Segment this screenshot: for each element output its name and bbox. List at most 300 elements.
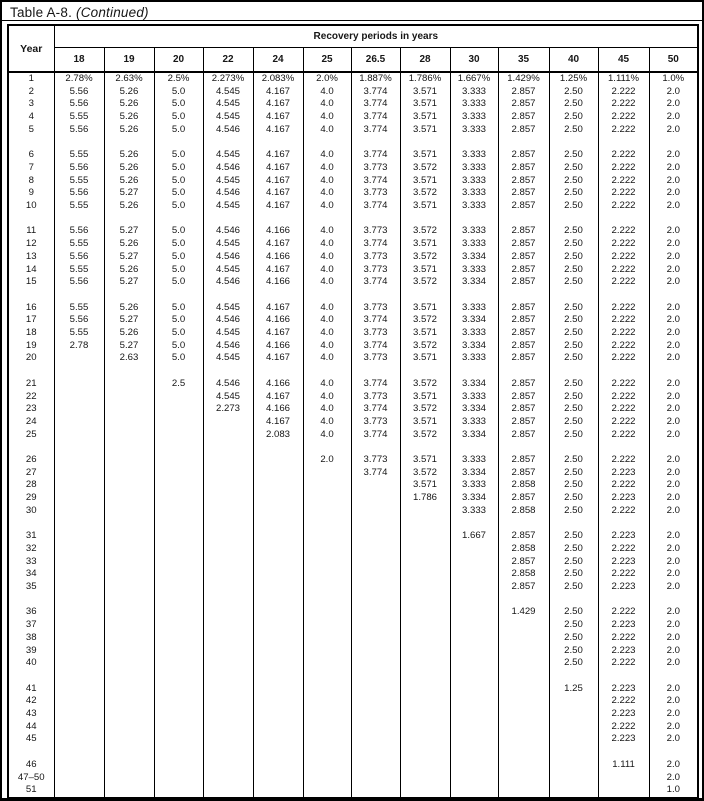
value-cell: 2.50: [549, 657, 598, 670]
value-cell: 2.0: [649, 606, 698, 619]
value-cell: 2.222: [598, 124, 649, 137]
value-cell: 3.774: [351, 467, 400, 480]
gap-cell: [54, 518, 104, 531]
value-cell: [450, 695, 498, 708]
table-row: [8, 772, 698, 785]
year-cell: 28: [8, 479, 54, 492]
value-cell: 2.857: [498, 556, 549, 569]
value-cell: [154, 759, 203, 772]
value-cell: 1.429: [498, 606, 549, 619]
column-header: 30: [450, 48, 498, 73]
value-cell: [253, 619, 303, 632]
value-cell: [203, 772, 253, 785]
value-cell: 2.222: [598, 314, 649, 327]
gap-cell: [253, 365, 303, 378]
value-cell: 4.166: [253, 251, 303, 264]
value-cell: 4.546: [203, 162, 253, 175]
table-row: [8, 759, 698, 772]
value-cell: 2.78: [54, 340, 104, 353]
value-cell: [450, 543, 498, 556]
gap-cell: [303, 518, 351, 531]
gap-cell: [351, 670, 400, 683]
value-cell: 2.0: [649, 568, 698, 581]
value-cell: 5.0: [154, 200, 203, 213]
year-cell: 33: [8, 556, 54, 569]
value-cell: 1.786%: [400, 72, 450, 86]
year-cell: 16: [8, 302, 54, 315]
gap-cell: [54, 670, 104, 683]
value-cell: [303, 556, 351, 569]
value-cell: 2.5: [154, 378, 203, 391]
value-cell: 2.0: [649, 264, 698, 277]
gap-cell: [549, 289, 598, 302]
value-cell: 3.571: [400, 302, 450, 315]
table-row: [8, 187, 698, 200]
value-cell: 2.223: [598, 733, 649, 746]
value-cell: 5.26: [104, 162, 154, 175]
gap-cell: [450, 594, 498, 607]
value-cell: [154, 429, 203, 442]
value-cell: [253, 759, 303, 772]
value-cell: 3.773: [351, 352, 400, 365]
value-cell: 3.333: [450, 391, 498, 404]
value-cell: 4.0: [303, 200, 351, 213]
value-cell: 3.774: [351, 429, 400, 442]
value-cell: [54, 352, 104, 365]
gap-cell: [498, 441, 549, 454]
value-cell: 4.166: [253, 314, 303, 327]
value-cell: [253, 505, 303, 518]
year-cell: 22: [8, 391, 54, 404]
value-cell: 3.571: [400, 200, 450, 213]
value-cell: [104, 568, 154, 581]
value-cell: 5.26: [104, 98, 154, 111]
value-cell: [253, 454, 303, 467]
table-row: [8, 86, 698, 99]
value-cell: 3.333: [450, 352, 498, 365]
gap-cell: [203, 213, 253, 226]
table-row: [8, 314, 698, 327]
value-cell: 3.571: [400, 238, 450, 251]
value-cell: [104, 784, 154, 798]
value-cell: [400, 772, 450, 785]
value-cell: [203, 543, 253, 556]
value-cell: [400, 733, 450, 746]
value-cell: 2.50: [549, 149, 598, 162]
table-row: [8, 149, 698, 162]
value-cell: 2.0: [649, 492, 698, 505]
value-cell: 3.571: [400, 327, 450, 340]
value-cell: 2.50: [549, 391, 598, 404]
value-cell: [54, 391, 104, 404]
value-cell: 5.26: [104, 86, 154, 99]
gap-cell: [400, 289, 450, 302]
value-cell: [450, 632, 498, 645]
value-cell: 5.27: [104, 276, 154, 289]
table-row: [8, 721, 698, 734]
value-cell: 5.26: [104, 149, 154, 162]
value-cell: [203, 759, 253, 772]
value-cell: 2.50: [549, 162, 598, 175]
value-cell: 2.63: [104, 352, 154, 365]
value-cell: 5.0: [154, 264, 203, 277]
value-cell: 4.545: [203, 111, 253, 124]
value-cell: [104, 492, 154, 505]
gap-cell: [400, 746, 450, 759]
value-cell: 4.0: [303, 149, 351, 162]
value-cell: [450, 606, 498, 619]
value-cell: [154, 505, 203, 518]
value-cell: 5.55: [54, 200, 104, 213]
value-cell: 1.0: [649, 784, 698, 798]
value-cell: 3.773: [351, 225, 400, 238]
table-row: [8, 683, 698, 696]
gap-cell: [400, 441, 450, 454]
gap-cell: [450, 518, 498, 531]
gap-cell: [303, 670, 351, 683]
value-cell: 2.50: [549, 302, 598, 315]
value-cell: 2.222: [598, 238, 649, 251]
gap-cell: [598, 518, 649, 531]
value-cell: [154, 467, 203, 480]
value-cell: [400, 530, 450, 543]
table-row: [8, 162, 698, 175]
value-cell: 2.857: [498, 200, 549, 213]
value-cell: [400, 581, 450, 594]
value-cell: [54, 479, 104, 492]
value-cell: [203, 556, 253, 569]
value-cell: [498, 708, 549, 721]
value-cell: 2.5%: [154, 72, 203, 86]
table-row: [8, 492, 698, 505]
value-cell: [498, 784, 549, 798]
value-cell: [498, 733, 549, 746]
value-cell: 3.333: [450, 479, 498, 492]
value-cell: 3.333: [450, 225, 498, 238]
value-cell: 4.0: [303, 251, 351, 264]
value-cell: 3.572: [400, 251, 450, 264]
value-cell: 2.0: [649, 632, 698, 645]
gap-cell: [498, 213, 549, 226]
value-cell: [203, 467, 253, 480]
value-cell: 3.571: [400, 479, 450, 492]
table-row: [8, 416, 698, 429]
value-cell: 2.0: [649, 733, 698, 746]
value-cell: [104, 581, 154, 594]
value-cell: 3.571: [400, 86, 450, 99]
value-cell: 4.546: [203, 251, 253, 264]
value-cell: 5.0: [154, 98, 203, 111]
value-cell: 4.0: [303, 314, 351, 327]
year-cell: 10: [8, 200, 54, 213]
recovery-periods-header: Recovery periods in years: [54, 25, 698, 48]
value-cell: 2.857: [498, 378, 549, 391]
value-cell: 4.0: [303, 98, 351, 111]
gap-cell: [253, 518, 303, 531]
table-row: [8, 619, 698, 632]
gap-cell: [303, 365, 351, 378]
value-cell: 2.50: [549, 352, 598, 365]
value-cell: 2.50: [549, 378, 598, 391]
value-cell: [154, 632, 203, 645]
value-cell: 5.0: [154, 86, 203, 99]
value-cell: 2.222: [598, 606, 649, 619]
value-cell: 2.223: [598, 708, 649, 721]
value-cell: [400, 568, 450, 581]
value-cell: 3.572: [400, 314, 450, 327]
value-cell: 2.0: [649, 251, 698, 264]
value-cell: 4.167: [253, 162, 303, 175]
table-row: [8, 784, 698, 798]
value-cell: 4.0: [303, 111, 351, 124]
depreciation-table: [7, 24, 699, 799]
value-cell: 3.773: [351, 416, 400, 429]
value-cell: 2.0%: [303, 72, 351, 86]
gap-cell: [598, 594, 649, 607]
value-cell: [54, 721, 104, 734]
value-cell: 3.571: [400, 416, 450, 429]
value-cell: [154, 454, 203, 467]
value-cell: 3.773: [351, 454, 400, 467]
value-cell: 2.222: [598, 264, 649, 277]
column-header: 20: [154, 48, 203, 73]
gap-cell: [253, 441, 303, 454]
value-cell: 5.27: [104, 314, 154, 327]
value-cell: [104, 645, 154, 658]
gap-cell: [649, 746, 698, 759]
value-cell: 2.50: [549, 556, 598, 569]
gap-cell: [498, 137, 549, 150]
value-cell: 5.0: [154, 124, 203, 137]
value-cell: 3.334: [450, 340, 498, 353]
value-cell: 2.222: [598, 225, 649, 238]
table-row: [8, 505, 698, 518]
value-cell: [154, 683, 203, 696]
value-cell: 5.0: [154, 162, 203, 175]
value-cell: [450, 733, 498, 746]
year-cell: 34: [8, 568, 54, 581]
value-cell: 4.0: [303, 416, 351, 429]
column-header: 28: [400, 48, 450, 73]
gap-cell: [154, 441, 203, 454]
table-row: [8, 251, 698, 264]
value-cell: 2.0: [649, 86, 698, 99]
value-cell: [54, 556, 104, 569]
value-cell: 4.0: [303, 162, 351, 175]
table-row: [8, 98, 698, 111]
value-cell: [303, 733, 351, 746]
value-cell: [203, 683, 253, 696]
value-cell: 2.858: [498, 568, 549, 581]
value-cell: 4.167: [253, 352, 303, 365]
value-cell: 4.546: [203, 314, 253, 327]
value-cell: [400, 556, 450, 569]
value-cell: [154, 772, 203, 785]
value-cell: 2.0: [649, 772, 698, 785]
value-cell: 4.545: [203, 352, 253, 365]
year-cell: 12: [8, 238, 54, 251]
gap-cell: [154, 289, 203, 302]
table-row: [8, 657, 698, 670]
gap-cell: [549, 746, 598, 759]
gap-cell: [649, 594, 698, 607]
value-cell: 4.0: [303, 225, 351, 238]
value-cell: [400, 683, 450, 696]
gap-cell: [8, 594, 54, 607]
table-row: [8, 454, 698, 467]
table-row: [8, 429, 698, 442]
value-cell: 2.50: [549, 238, 598, 251]
value-cell: [104, 556, 154, 569]
value-cell: 3.571: [400, 391, 450, 404]
value-cell: [104, 467, 154, 480]
value-cell: [54, 784, 104, 798]
value-cell: 2.857: [498, 454, 549, 467]
gap-cell: [203, 289, 253, 302]
value-cell: 1.667%: [450, 72, 498, 86]
value-cell: [154, 530, 203, 543]
value-cell: 4.545: [203, 391, 253, 404]
year-cell: 8: [8, 175, 54, 188]
value-cell: 2.50: [549, 403, 598, 416]
value-cell: 4.167: [253, 327, 303, 340]
value-cell: 3.773: [351, 251, 400, 264]
gap-cell: [351, 441, 400, 454]
value-cell: 2.0: [649, 708, 698, 721]
value-cell: [154, 556, 203, 569]
value-cell: 3.571: [400, 454, 450, 467]
value-cell: 2.50: [549, 479, 598, 492]
value-cell: [303, 505, 351, 518]
value-cell: 2.223: [598, 645, 649, 658]
gap-cell: [154, 670, 203, 683]
value-cell: 2.222: [598, 568, 649, 581]
value-cell: 2.222: [598, 251, 649, 264]
value-cell: 2.50: [549, 124, 598, 137]
value-cell: 2.857: [498, 264, 549, 277]
value-cell: 1.111: [598, 759, 649, 772]
value-cell: 3.572: [400, 162, 450, 175]
value-cell: 5.0: [154, 340, 203, 353]
value-cell: [203, 416, 253, 429]
gap-cell: [351, 289, 400, 302]
year-cell: 23: [8, 403, 54, 416]
value-cell: 2.222: [598, 327, 649, 340]
gap-cell: [598, 213, 649, 226]
table-row: [8, 708, 698, 721]
value-cell: [203, 454, 253, 467]
value-cell: 3.774: [351, 314, 400, 327]
table-row: [8, 111, 698, 124]
value-cell: 2.50: [549, 454, 598, 467]
gap-cell: [598, 365, 649, 378]
value-cell: [253, 645, 303, 658]
gap-cell: [498, 594, 549, 607]
value-cell: [104, 505, 154, 518]
value-cell: 5.26: [104, 327, 154, 340]
gap-cell: [649, 289, 698, 302]
value-cell: 4.167: [253, 175, 303, 188]
gap-cell: [549, 137, 598, 150]
gap-cell: [253, 746, 303, 759]
value-cell: [351, 733, 400, 746]
value-cell: 5.0: [154, 302, 203, 315]
value-cell: 5.0: [154, 327, 203, 340]
value-cell: [450, 721, 498, 734]
gap-cell: [104, 137, 154, 150]
value-cell: [104, 759, 154, 772]
gap-cell: [154, 518, 203, 531]
value-cell: 2.222: [598, 378, 649, 391]
gap-cell: [104, 518, 154, 531]
value-cell: 2.50: [549, 467, 598, 480]
value-cell: [253, 530, 303, 543]
value-cell: 2.0: [649, 467, 698, 480]
value-cell: [54, 403, 104, 416]
value-cell: 2.0: [649, 759, 698, 772]
value-cell: [104, 657, 154, 670]
value-cell: 3.572: [400, 187, 450, 200]
value-cell: 2.0: [649, 314, 698, 327]
value-cell: [400, 708, 450, 721]
value-cell: 2.857: [498, 429, 549, 442]
value-cell: 2.223: [598, 619, 649, 632]
year-cell: 9: [8, 187, 54, 200]
value-cell: 5.0: [154, 276, 203, 289]
value-cell: [203, 695, 253, 708]
gap-cell: [8, 289, 54, 302]
value-cell: 2.857: [498, 352, 549, 365]
value-cell: [498, 683, 549, 696]
gap-cell: [54, 289, 104, 302]
value-cell: [54, 530, 104, 543]
value-cell: 2.083: [253, 429, 303, 442]
table-row: [8, 175, 698, 188]
value-cell: [351, 683, 400, 696]
value-cell: 3.572: [400, 276, 450, 289]
column-header: 40: [549, 48, 598, 73]
gap-cell: [104, 670, 154, 683]
value-cell: 4.0: [303, 264, 351, 277]
value-cell: [351, 695, 400, 708]
gap-cell: [54, 137, 104, 150]
value-cell: 2.857: [498, 187, 549, 200]
year-cell: 43: [8, 708, 54, 721]
value-cell: 3.774: [351, 238, 400, 251]
value-cell: 2.857: [498, 581, 549, 594]
value-cell: 2.222: [598, 695, 649, 708]
year-cell: 3: [8, 98, 54, 111]
value-cell: 4.545: [203, 175, 253, 188]
gap-cell: [54, 594, 104, 607]
value-cell: 5.26: [104, 175, 154, 188]
value-cell: 2.50: [549, 111, 598, 124]
value-cell: [154, 391, 203, 404]
table-row: [8, 352, 698, 365]
column-header: 25: [303, 48, 351, 73]
value-cell: [303, 543, 351, 556]
value-cell: [104, 391, 154, 404]
table-body: [8, 72, 698, 798]
value-cell: 2.50: [549, 86, 598, 99]
value-cell: [303, 708, 351, 721]
value-cell: [203, 784, 253, 798]
gap-cell: [400, 137, 450, 150]
value-cell: 2.857: [498, 149, 549, 162]
value-cell: [203, 505, 253, 518]
gap-cell: [498, 365, 549, 378]
value-cell: [351, 606, 400, 619]
